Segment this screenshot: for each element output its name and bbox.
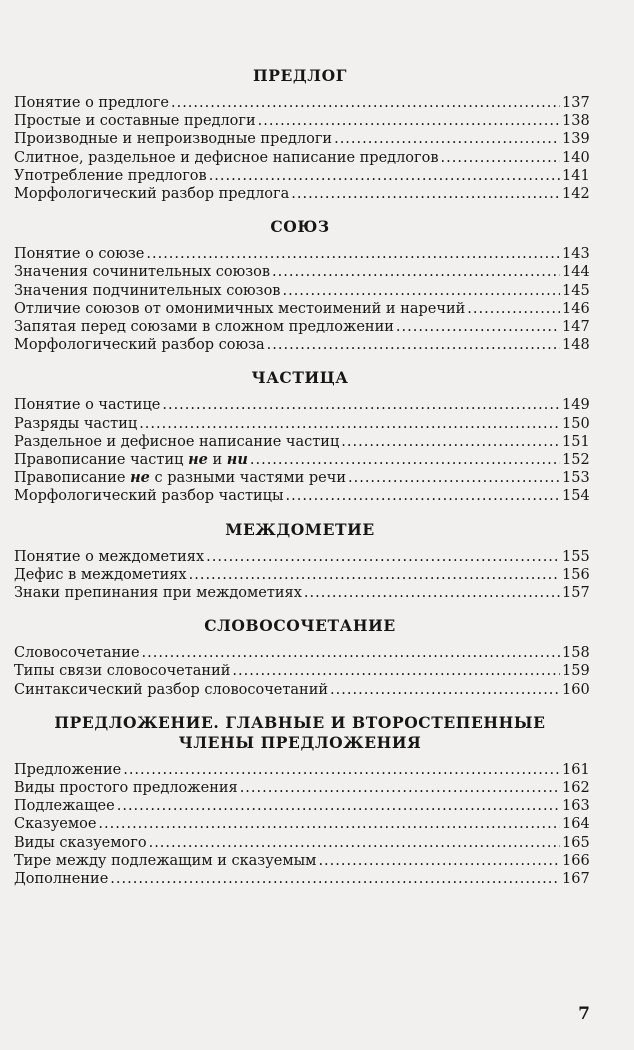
entry-page: 137 [562,95,590,111]
entry-page: 152 [562,452,590,469]
leader-dots [142,644,560,662]
leader-dots [146,245,560,263]
leader-dots [206,548,560,566]
entry-label: Значения сочинительных союзов [14,264,271,281]
entry-page: 156 [562,566,590,583]
toc-entry[interactable] [14,797,590,815]
entry-label: Раздельное и дефисное написание частиц [14,433,340,450]
section-title-line: ПРЕДЛОЖЕНИЕ. ГЛАВНЫЕ И ВТОРОСТЕПЕННЫЕ [54,712,546,732]
section-title-line: ЧЛЕНЫ ПРЕДЛОЖЕНИЯ [178,732,422,752]
entry-label: Понятие о междометиях [14,548,205,565]
entry-label-text: Правописание частиц [14,452,189,469]
entry-label: Запятая перед союзами в сложном предложении [14,319,394,336]
entry-page: 162 [562,780,590,797]
entry-label: Разряды частиц [14,415,138,432]
entry-page: 140 [562,149,590,166]
entry-label: Дефис в междометиях [14,566,187,583]
section-title-predlozhenie [14,713,586,753]
toc-entry[interactable] [14,396,590,414]
entry-label-emphasis: не [188,451,208,469]
entry-label-emphasis: ни [226,451,248,469]
toc-entry[interactable] [14,451,590,469]
entry-page: 161 [562,761,590,778]
section-title-chastitsa: ЧАСТИЦА [251,368,349,388]
toc-entry[interactable] [14,336,590,354]
leader-dots [441,149,560,167]
entry-label: Виды простого предложения [14,780,238,797]
entry-page: 150 [562,415,590,432]
entry-label: Подлежащее [14,798,115,815]
toc-entry[interactable] [14,487,590,505]
entry-page: 141 [562,167,590,184]
entry-page: 142 [562,186,590,203]
toc-entry[interactable] [14,300,590,318]
leader-dots [98,815,560,833]
entry-page: 147 [562,319,590,336]
entry-page: 159 [562,663,590,680]
leader-dots [467,300,560,318]
entry-label: Отличие союзов от омонимичных местоимений и наречий [14,300,466,317]
leader-dots [291,185,560,203]
entry-label: Знаки препинания при междометиях [14,585,302,602]
entry-label: Типы связи словосочетаний [14,663,231,680]
entry-page: 166 [562,852,590,869]
entry-page: 139 [562,131,590,148]
leader-dots [240,779,560,797]
section-title-mezhdometie: МЕЖДОМЕТИЕ [225,519,375,539]
entry-label: Словосочетание [14,645,140,662]
toc-entry[interactable] [14,681,590,699]
leader-dots [318,852,560,870]
section-title-slovosochetanie: СЛОВОСОЧЕТАНИЕ [204,616,396,636]
leader-dots [117,797,560,815]
toc-entry[interactable] [14,852,590,870]
entry-page: 148 [562,337,590,354]
toc-entry[interactable] [14,584,590,602]
leader-dots [258,112,560,130]
entry-label-emphasis: не [130,469,150,487]
toc-entry[interactable] [14,130,590,148]
entry-label: Сказуемое [14,816,97,833]
leader-dots [396,318,560,336]
leader-dots [232,662,560,680]
toc-entry[interactable] [14,415,590,433]
entry-page: 138 [562,113,590,130]
entry-label [14,451,248,469]
leader-dots [162,396,560,414]
toc-entry[interactable] [14,779,590,797]
leader-dots [209,167,560,185]
toc-entry[interactable] [14,112,590,130]
entry-page: 146 [562,300,590,317]
leader-dots [282,282,560,300]
entry-label: Морфологический разбор союза [14,337,265,354]
entry-page: 155 [562,548,590,565]
toc-entry[interactable] [14,149,590,167]
entry-label: Простые и составные предлоги [14,113,256,130]
toc-entry[interactable] [14,318,590,336]
entry-page: 160 [562,681,590,698]
toc-entry[interactable] [14,185,590,203]
entry-label: Понятие о частице [14,397,161,414]
entry-label: Слитное, раздельное и дефисное написание предлогов [14,149,439,166]
toc-entry[interactable] [14,644,590,662]
toc-entry[interactable] [14,815,590,833]
toc-entry[interactable] [14,245,590,263]
leader-dots [110,870,560,888]
entry-label-text: и [207,452,227,469]
entry-label-text: с разными частями речи [149,470,346,487]
entry-label: Понятие о союзе [14,246,145,263]
toc-entry[interactable] [14,834,590,852]
entry-page: 164 [562,816,590,833]
entry-label: Употребление предлогов [14,167,207,184]
toc-entry[interactable] [14,433,590,451]
leader-dots [139,415,560,433]
leader-dots [149,834,560,852]
entry-label: Морфологический разбор предлога [14,186,290,203]
entry-label: Предложение [14,761,122,778]
entry-label: Морфологический разбор частицы [14,488,284,505]
entry-page: 144 [562,264,590,281]
entry-label: Тире между подлежащим и сказуемым [14,852,317,869]
toc-entry[interactable] [14,263,590,281]
toc-entry[interactable] [14,761,590,779]
toc-entry[interactable] [14,94,590,112]
leader-dots [189,566,560,584]
entry-page: 154 [562,488,590,505]
leader-dots [123,761,560,779]
toc-entry[interactable] [14,548,590,566]
toc-entry[interactable] [14,282,590,300]
entry-page: 151 [562,433,590,450]
entry-label [14,469,346,487]
toc-entry[interactable] [14,167,590,185]
leader-dots [272,263,560,281]
entry-label: Виды сказуемого [14,834,147,851]
entry-page: 143 [562,246,590,263]
leader-dots [250,451,560,469]
page-number: 7 [578,1004,590,1024]
entry-page: 157 [562,585,590,602]
entry-label: Дополнение [14,871,109,888]
toc-entry[interactable] [14,566,590,584]
leader-dots [171,94,560,112]
section-title-predlog: ПРЕДЛОГ [253,66,347,85]
toc-entry[interactable] [14,469,590,487]
entry-label: Значения подчинительных союзов [14,282,281,299]
section-title-soyuz: СОЮЗ [270,217,330,237]
leader-dots [267,336,560,354]
entry-label-text: Правописание [14,470,131,487]
entry-label: Синтаксический разбор словосочетаний [14,681,329,698]
toc-entry[interactable] [14,870,590,888]
entry-page: 145 [562,282,590,299]
leader-dots [304,584,560,602]
entry-page: 167 [562,871,590,888]
leader-dots [341,433,560,451]
entry-page: 163 [562,798,590,815]
leader-dots [330,681,560,699]
toc-entry[interactable] [14,662,590,680]
entry-page: 158 [562,645,590,662]
entry-label: Производные и непроизводные предлоги [14,131,333,148]
entry-page: 153 [562,470,590,487]
entry-page: 165 [562,834,590,851]
entry-label: Понятие о предлоге [14,95,169,111]
leader-dots [334,130,560,148]
leader-dots [348,469,560,487]
entry-page: 149 [562,397,590,414]
leader-dots [286,487,560,505]
